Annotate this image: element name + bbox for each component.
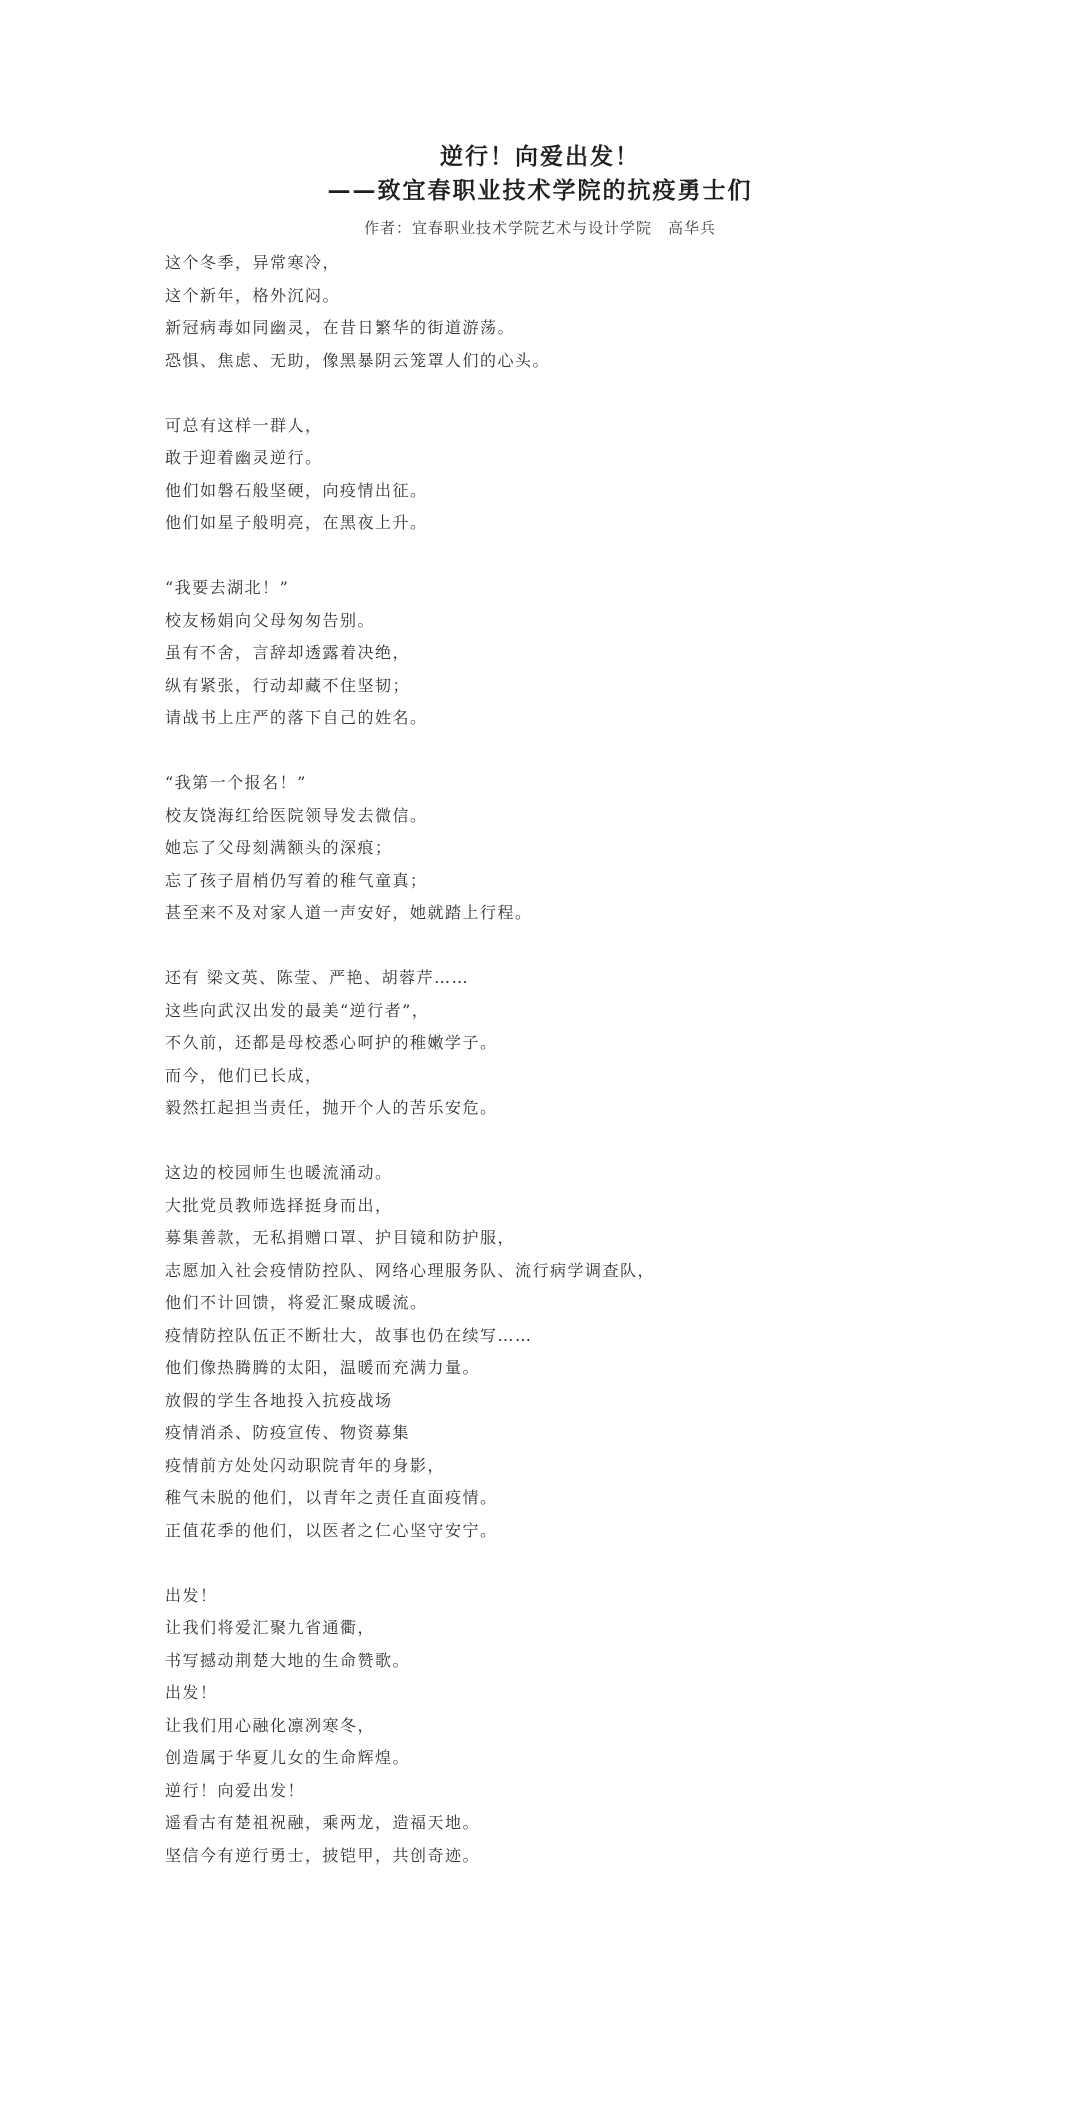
poem-line: 这些向武汉出发的最美“逆行者”， xyxy=(165,1000,430,1020)
poem-line: 志愿加入社会疫情防控队、网络心理服务队、流行病学调查队， xyxy=(165,1260,656,1280)
poem-line: 让我们将爱汇聚九省通衢， xyxy=(165,1618,376,1637)
stanza-gap xyxy=(165,1125,885,1158)
poem-line: 出发！ xyxy=(165,1585,218,1605)
poem-line: 新冠病毒如同幽灵，在昔日繁华的街道游荡。 xyxy=(165,318,516,337)
poem-line: 纵有紧张，行动却藏不住坚韧； xyxy=(165,675,411,695)
poem-line: 虽有不舍，言辞却透露着决绝， xyxy=(165,643,411,662)
poem-line: 他们像热腾腾的太阳，温暖而充满力量。 xyxy=(165,1358,481,1377)
poem-line: 恐惧、焦虑、无助，像黑暴阴云笼罩人们的心头。 xyxy=(165,350,551,370)
poem-title: 逆行！向爱出发！ xyxy=(440,143,640,170)
stanza-gap xyxy=(165,377,885,410)
poem-line: 坚信今有逆行勇士，披铠甲，共创奇迹。 xyxy=(165,1845,481,1865)
poem-body xyxy=(165,247,885,1872)
poem-line: 校友杨娟向父母匆匆告别。 xyxy=(165,610,376,630)
poem-line: 疫情消杀、防疫宣传、物资募集 xyxy=(165,1423,411,1442)
stanza-gap xyxy=(165,735,885,768)
poem-line: 不久前，还都是母校悉心呵护的稚嫩学子。 xyxy=(165,1033,498,1052)
poem-line: 可总有这样一群人， xyxy=(165,415,323,435)
poem-line: 创造属于华夏儿女的生命辉煌。 xyxy=(165,1748,411,1767)
poem-line: 募集善款，无私捐赠口罩、护目镜和防护服， xyxy=(165,1228,516,1247)
poem-line: 他们如磐石般坚硬，向疫情出征。 xyxy=(165,480,428,500)
poem-line: 正值花季的他们，以医者之仁心坚守安宁。 xyxy=(165,1520,498,1540)
poem-line: “我要去湖北！” xyxy=(165,578,290,597)
poem-line: 请战书上庄严的落下自己的姓名。 xyxy=(165,708,428,727)
poem-line: 他们如星子般明亮，在黑夜上升。 xyxy=(165,513,428,532)
poem-line: 放假的学生各地投入抗疫战场 xyxy=(165,1390,393,1410)
poem-line: 甚至来不及对家人道一声安好，她就踏上行程。 xyxy=(165,903,533,922)
poem-line: 而今，他们已长成， xyxy=(165,1065,323,1085)
poem-line: 这个新年，格外沉闷。 xyxy=(165,285,341,305)
poem-line: 毅然扛起担当责任，抛开个人的苦乐安危。 xyxy=(165,1098,498,1117)
stanza-gap xyxy=(165,930,885,963)
poem-line: 稚气未脱的他们，以青年之责任直面疫情。 xyxy=(165,1488,498,1507)
poem-line: “我第一个报名！” xyxy=(165,773,307,792)
poem-line: 逆行！向爱出发！ xyxy=(165,1780,306,1800)
stanza-gap xyxy=(165,1547,885,1580)
poem-line: 忘了孩子眉梢仍写着的稚气童真； xyxy=(165,870,428,890)
poem-line: 这个冬季，异常寒冷， xyxy=(165,253,341,272)
poem-line: 敢于迎着幽灵逆行。 xyxy=(165,448,323,467)
poem-line: 疫情防控队伍正不断壮大，故事也仍在续写…… xyxy=(165,1325,533,1345)
poem-line: 大批党员教师选择挺身而出， xyxy=(165,1195,393,1215)
poem-line: 校友饶海红给医院领导发去微信。 xyxy=(165,805,428,825)
poem-line: 她忘了父母刻满额头的深痕； xyxy=(165,838,393,857)
poem-line: 这边的校园师生也暖流涌动。 xyxy=(165,1163,393,1182)
author-line: 作者：宜春职业技术学院艺术与设计学院 高华兵 xyxy=(363,219,716,237)
poem-line: 出发！ xyxy=(165,1683,218,1702)
poem-line: 还有 梁文英、陈莹、严艳、胡蓉芹…… xyxy=(165,968,470,987)
poem-subtitle: ——致宜春职业技术学院的抗疫勇士们 xyxy=(327,177,753,204)
poem-line: 书写撼动荆楚大地的生命赞歌。 xyxy=(165,1650,411,1670)
poem-line: 遥看古有楚祖祝融，乘两龙，造福天地。 xyxy=(165,1813,481,1832)
poem-line: 疫情前方处处闪动职院青年的身影， xyxy=(165,1455,446,1475)
poem-line: 他们不计回馈，将爱汇聚成暖流。 xyxy=(165,1293,428,1312)
poem-line: 让我们用心融化凛冽寒冬， xyxy=(165,1715,376,1735)
stanza-gap xyxy=(165,540,885,573)
